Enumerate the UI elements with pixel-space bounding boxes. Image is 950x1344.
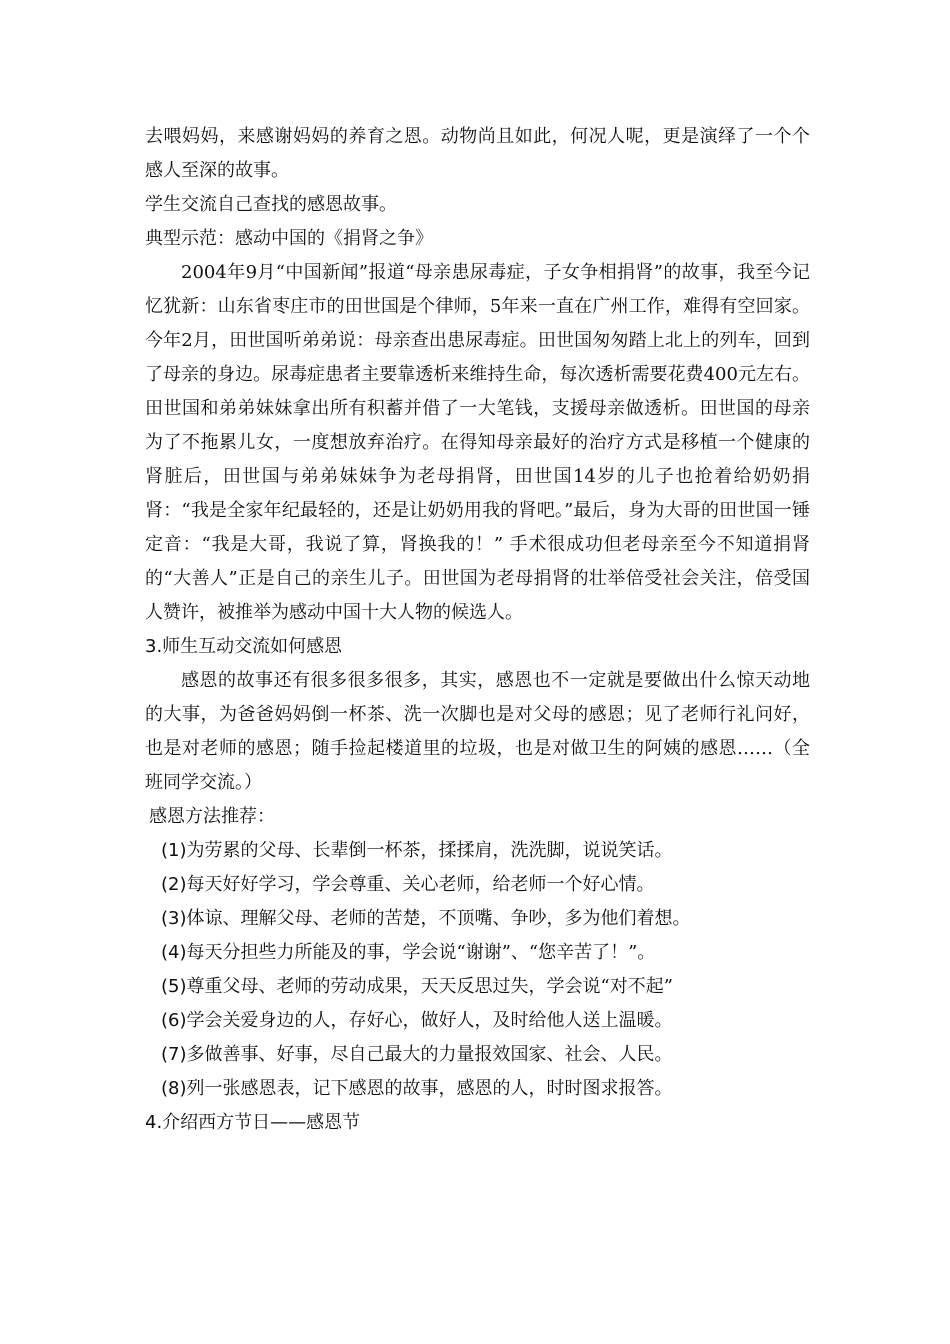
method-text: 每天分担些力所能及的事，学会说“谢谢”、“您辛苦了！”。 (186, 942, 656, 963)
method-item-6 (145, 1004, 810, 1038)
document-page (145, 120, 810, 1140)
method-number: (1) (161, 840, 187, 861)
method-number: (8) (161, 1078, 187, 1099)
section-3-paragraph: 感恩的故事还有很多很多很多，其实，感恩也不一定就是要做出什么惊天动地的大事，为爸爸妈妈倒一杯茶、洗一次脚也是对父母的感恩；见了老师行礼问好，也是对老师的感恩；随手捡起楼道里的垃圾，也是对做卫生的阿姨的感恩……（全班同学交流。） (145, 670, 810, 793)
methods-list (145, 834, 810, 1106)
intro-paragraph: 去喂妈妈，来感谢妈妈的养育之恩。动物尚且如此，何况人呢，更是演绎了一个个感人至深的故事。 (145, 126, 810, 181)
method-item-2 (145, 868, 810, 902)
method-text: 列一张感恩表，记下感恩的故事，感恩的人，时时图求报答。 (186, 1078, 673, 1099)
example-title: 典型示范：感动中国的《捐肾之争》 (145, 228, 433, 249)
method-number: (6) (161, 1010, 187, 1031)
method-item-8 (145, 1072, 810, 1106)
method-number: (5) (161, 976, 187, 997)
method-number: (4) (161, 942, 187, 963)
method-text: 为劳累的父母、长辈倒一杯茶，揉揉肩，洗洗脚，说说笑话。 (186, 840, 673, 861)
method-text: 尊重父母、老师的劳动成果，天天反思过失，学会说“对不起” (186, 976, 673, 997)
student-share-line: 学生交流自己查找的感恩故事。 (145, 194, 397, 215)
method-text: 多做善事、好事，尽自己最大的力量报效国家、社会、人民。 (186, 1044, 673, 1065)
method-text: 每天好好学习，学会尊重、关心老师，给老师一个好心情。 (186, 874, 655, 895)
methods-title: 感恩方法推荐： (149, 806, 275, 827)
method-item-4 (145, 936, 810, 970)
method-item-3 (145, 902, 810, 936)
method-item-1 (145, 834, 810, 868)
story-paragraph: 2004年9月“中国新闻”报道“母亲患尿毒症，子女争相捐肾”的故事，我至今记忆犹新：山东省枣庄市的田世国是个律师，5年来一直在广州工作，难得有空回家。今年2月，田世国听弟弟说：母亲查出患尿毒症。田世国匆匆踏上北上的列车，回到了母亲的身边。尿毒症患者主要靠透析来维持生命，每次透析需要花费400元左右。田世国和弟弟妹妹拿出所有积蓄并借了一大笔钱，支援母亲做透析。田世国的母亲为了不拖累儿女，一度想放弃治疗。在得知母亲最好的治疗方式是移植一个健康的肾脏后，田世国与弟弟妹妹争为老母捐肾，田世国14岁的儿子也抢着给奶奶捐肾：“我是全家年纪最轻的，还是让奶奶用我的肾吧。”最后，身为大哥的田世国一锤定音：“我是大哥，我说了算，肾换我的！” 手术很成功但老母亲至今不知道捐肾的“大善人”正是自己的亲生儿子。田世国为老母捐肾的壮举倍受社会关注，倍受国人赞许，被推举为感动中国十大人物的候选人。 (145, 262, 810, 623)
method-item-5 (145, 970, 810, 1004)
method-text: 体谅、理解父母、老师的苦楚，不顶嘴、争吵，多为他们着想。 (186, 908, 691, 929)
method-number: (2) (161, 874, 187, 895)
method-number: (3) (161, 908, 187, 929)
section-4-heading: 4.介绍西方节日——感恩节 (145, 1112, 361, 1133)
method-number: (7) (161, 1044, 187, 1065)
section-3-heading: 3.师生互动交流如何感恩 (145, 636, 343, 657)
method-item-7 (145, 1038, 810, 1072)
method-text: 学会关爱身边的人，存好心，做好人，及时给他人送上温暖。 (186, 1010, 673, 1031)
